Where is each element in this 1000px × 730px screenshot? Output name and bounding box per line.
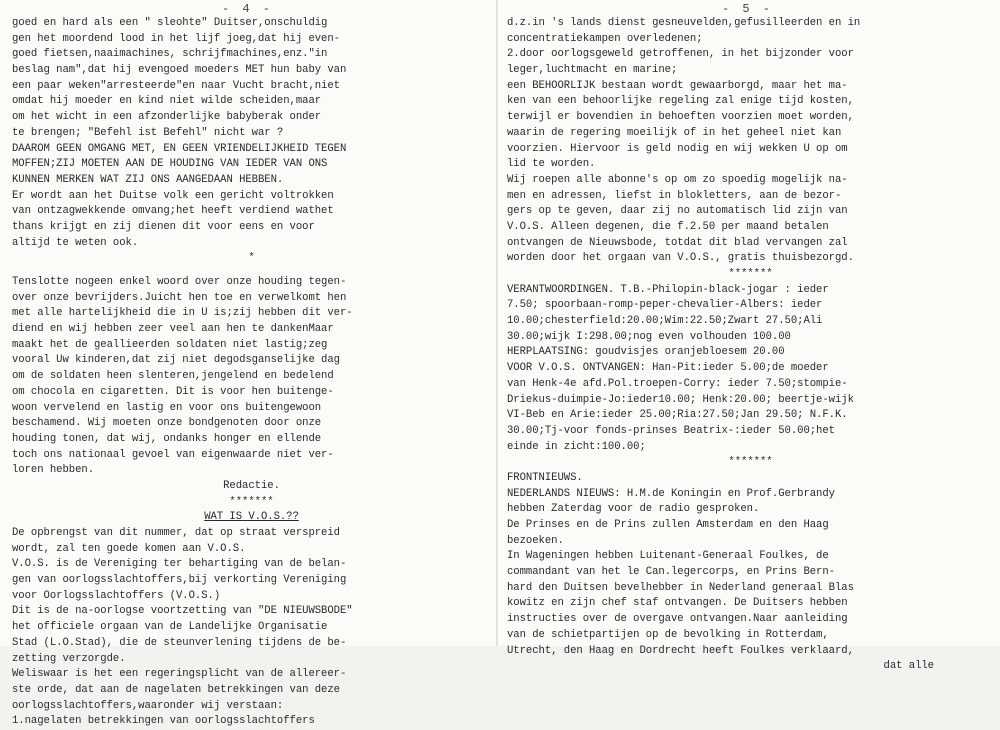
text-line: V.O.S. Alleen degenen, die f.2.50 per maand betalen	[507, 220, 829, 233]
text-line: VI-Beb en Arie:ieder 25.00;Ria:27.50;Jan 29.50; N.F.K.	[507, 409, 848, 422]
text-line: Weliswaar is het een regeringsplicht van de allereer-	[12, 668, 347, 681]
text-line: instructies over de overgave ontvangen.Naar aanleiding	[507, 613, 848, 626]
text-line: FRONTNIEUWS.	[507, 471, 583, 484]
text-line: hebben Zaterdag voor de radio gesproken.	[507, 503, 760, 516]
text-line: 2.door oorlogsgeweld getroffenen, in het bijzonder voor	[507, 48, 854, 61]
stars-divider-2: *******	[728, 456, 773, 469]
text-line: VOOR V.O.S. ONTVANGEN: Han-Pit:ieder 5.00;de moeder	[507, 362, 829, 375]
text-line: 7.50; spoorbaan-romp-peper-chevalier-Albers: ieder	[507, 299, 823, 312]
text-line: om chocola en cigaretten. Dit is voor hen buitenge-	[12, 385, 334, 398]
text-line: toch ons nationaal gevoel van eigenwaarde niet ver-	[12, 448, 334, 461]
text-line: 30.00;wijk I:298.00;nog even volhouden 100.00	[507, 330, 791, 343]
right-page-number: - 5 -	[722, 2, 774, 16]
text-line: HERPLAATSING: goudvisjes oranjebloesem 20.00	[507, 346, 785, 359]
text-line: omdat hij moeder en kind niet wilde scheiden,maar	[12, 95, 322, 108]
text-line: concentratiekampen overledenen;	[507, 32, 703, 45]
text-line: terwijl er bovendien in behoeften voorzien moet worden,	[507, 111, 854, 124]
text-line: einde in zicht:100.00;	[507, 440, 646, 453]
text-line: d.z.in 's lands dienst gesneuvelden,gefusilleerden en in	[507, 17, 861, 29]
left-paragraph-occupier	[12, 16, 491, 251]
last-line: dat alle	[883, 660, 934, 673]
text-line: beschamend. Wij moeten onze bondgenoten door onze	[12, 417, 322, 430]
left-paragraph-liberators	[12, 275, 491, 479]
text-line: hard den Duitsen bevelhebber in Nederland generaal Blas	[507, 581, 854, 594]
text-line: wordt, zal ten goede komen aan V.O.S.	[12, 542, 246, 555]
text-line: van de schietpartijen op de bevolking in Rotterdam,	[507, 628, 829, 641]
text-line: DAAROM GEEN OMGANG MET, EN GEEN VRIENDELIJKHEID TEGEN	[12, 142, 347, 155]
signature: Redactie.	[223, 479, 280, 492]
text-line: een paar weken"arresteerde"en naar Vucht bracht,niet	[12, 79, 340, 92]
text-line: van Henk-4e afd.Pol.troepen-Corry: ieder 7.50;stompie-	[507, 377, 848, 390]
text-line: In Wageningen hebben Luitenant-Generaal Foulkes, de	[507, 550, 829, 563]
text-line: Stad (L.O.Stad), die de steunverlening tijdens de be-	[12, 636, 347, 649]
text-line: houding tonen, dat wij, ondanks honger en ellende	[12, 432, 322, 445]
text-line: om de soldaten heen slenteren,jengelend en bedelend	[12, 370, 334, 383]
text-line: ontvangen de Nieuwsbode, totdat dit blad vervangen zal	[507, 236, 848, 249]
right-paragraph-accounts	[507, 283, 994, 456]
left-page-number: - 4 -	[222, 2, 274, 16]
text-line: beslag nam",dat hij evengoed moeders MET hun baby van	[12, 64, 347, 77]
text-line: thans krijgt en zij dienen dit voor eens en voor	[12, 220, 315, 233]
text-line: Er wordt aan het Duitse volk een gericht voltrokken	[12, 189, 334, 202]
section-heading: WAT IS V.O.S.??	[204, 511, 299, 524]
text-line: bezoeken.	[507, 534, 564, 547]
text-line: V.O.S. is de Vereniging ter behartiging van de belan-	[12, 558, 347, 571]
text-line: 10.00;chesterfield:20.00;Wim:22.50;Zwart 27.50;Ali	[507, 315, 823, 328]
text-line: een BEHOORLIJK bestaan wordt gewaarborgd, maar het ma-	[507, 79, 848, 92]
text-line: lid te worden.	[507, 158, 596, 171]
text-line: goed fietsen,naaimachines, schrijfmachines,enz."in	[12, 48, 328, 61]
text-line: gen het moordend lood in het lijf joeg,dat hij even-	[12, 32, 340, 45]
text-line: commandant van het le Can.legercorps, en Prins Bern-	[507, 566, 835, 579]
text-line: MOFFEN;ZIJ MOETEN AAN DE HOUDING VAN IEDER VAN ONS	[12, 158, 328, 171]
section-divider: *	[248, 252, 255, 265]
text-line: Driekus-duimpie-Jo:ieder10.00; Henk:20.00; beertje-wijk	[507, 393, 854, 406]
text-line: waarin de regering moeilijk of in het geheel niet kan	[507, 126, 842, 139]
text-line: KUNNEN MERKEN WAT ZIJ ONS AANGEDAAN HEBBEN.	[12, 173, 284, 186]
text-line: het officiele orgaan van de Landelijke Organisatie	[12, 621, 328, 634]
text-line: men en adressen, liefst in blokletters, aan de bezor-	[507, 189, 842, 202]
text-line: 1.nagelaten betrekkingen van oorlogsslachtoffers	[12, 715, 315, 728]
text-line: diend en wij hebben zeer veel aan hen te dankenMaar	[12, 323, 334, 336]
text-line: De Prinses en de Prins zullen Amsterdam en den Haag	[507, 519, 829, 531]
text-line: goed en hard als een " sleohte" Duitser,onschuldig	[12, 17, 328, 29]
text-line: gers op te geven, daar zij no automatisch lid zijn van	[507, 205, 848, 218]
text-line: VERANTWOORDINGEN. T.B.-Philopin-black-jogar : ieder	[507, 283, 829, 296]
text-line: leger,luchtmacht en marine;	[507, 64, 678, 77]
stars-divider: *******	[229, 495, 274, 508]
text-line: te brengen; "Befehl ist Befehl" nicht war ?	[12, 126, 284, 139]
text-line: kowitz en zijn chef staf ontvangen. De Duitsers hebben	[507, 597, 848, 610]
text-line: zetting verzorgde.	[12, 652, 126, 665]
right-paragraph-front-news	[507, 471, 994, 659]
text-line: over onze bevrijders.Juicht hen toe en verwelkomt hen	[12, 291, 347, 304]
text-line: gen van oorlogsslachtoffers,bij verkorting Vereniging	[12, 574, 347, 587]
text-line: voorzien. Hiervoor is geld nodig en wij wekken U op om	[507, 142, 848, 155]
right-page	[497, 0, 1000, 673]
text-line: Dit is de na-oorlogse voortzetting van "DE NIEUWSBODE"	[12, 605, 353, 618]
text-line: Tenslotte nogeen enkel woord over onze houding tegen-	[12, 276, 347, 288]
text-line: worden door het orgaan van V.O.S., gratis thuisbezorgd.	[507, 252, 854, 265]
left-paragraph-vos	[12, 526, 491, 730]
text-line: altijd te weten ook.	[12, 236, 139, 249]
right-paragraph-vos-continued	[507, 16, 994, 267]
text-line: ken van een behoorlijke regeling zal enige tijd kosten,	[507, 95, 854, 108]
text-line: Wij roepen alle abonne's op om zo spoedig mogelijk na-	[507, 173, 848, 186]
text-line: Utrecht, den Haag en Dordrecht heeft Foulkes verklaard,	[507, 644, 854, 657]
stars-divider-1: *******	[728, 268, 773, 280]
text-line: loren hebben.	[12, 464, 94, 477]
text-line: 30.00;Tj-voor fonds-prinses Beatrix-:ieder 50.00;het	[507, 424, 835, 437]
text-line: woon vervelend en lastig en voor ons buitengewoon	[12, 401, 322, 414]
text-line: De opbrengst van dit nummer, dat op straat verspreid	[12, 527, 340, 539]
text-line: van ontzagwekkende omvang;het heeft verdiend wathet	[12, 205, 334, 218]
text-line: ste orde, dat aan de nagelaten betrekkingen van deze	[12, 683, 340, 696]
text-line: NEDERLANDS NIEUWS: H.M.de Koningin en Prof.Gerbrandy	[507, 487, 835, 500]
text-line: oorlogsslachtoffers,waaronder wij verstaan:	[12, 699, 284, 712]
left-page	[0, 0, 497, 728]
text-line: om het wicht in een afzonderlijke babyberak onder	[12, 111, 322, 124]
text-line: met alle hartelijkheid die in U is;zij hebben dit ver-	[12, 307, 353, 320]
text-line: maakt het de geallieerden soldaten niet lastig;zeg	[12, 338, 328, 351]
text-line: voor Oorlogsslachtoffers (V.O.S.)	[12, 589, 221, 602]
text-line: vooral Uw kinderen,dat zij niet degodsganselijke dag	[12, 354, 340, 367]
